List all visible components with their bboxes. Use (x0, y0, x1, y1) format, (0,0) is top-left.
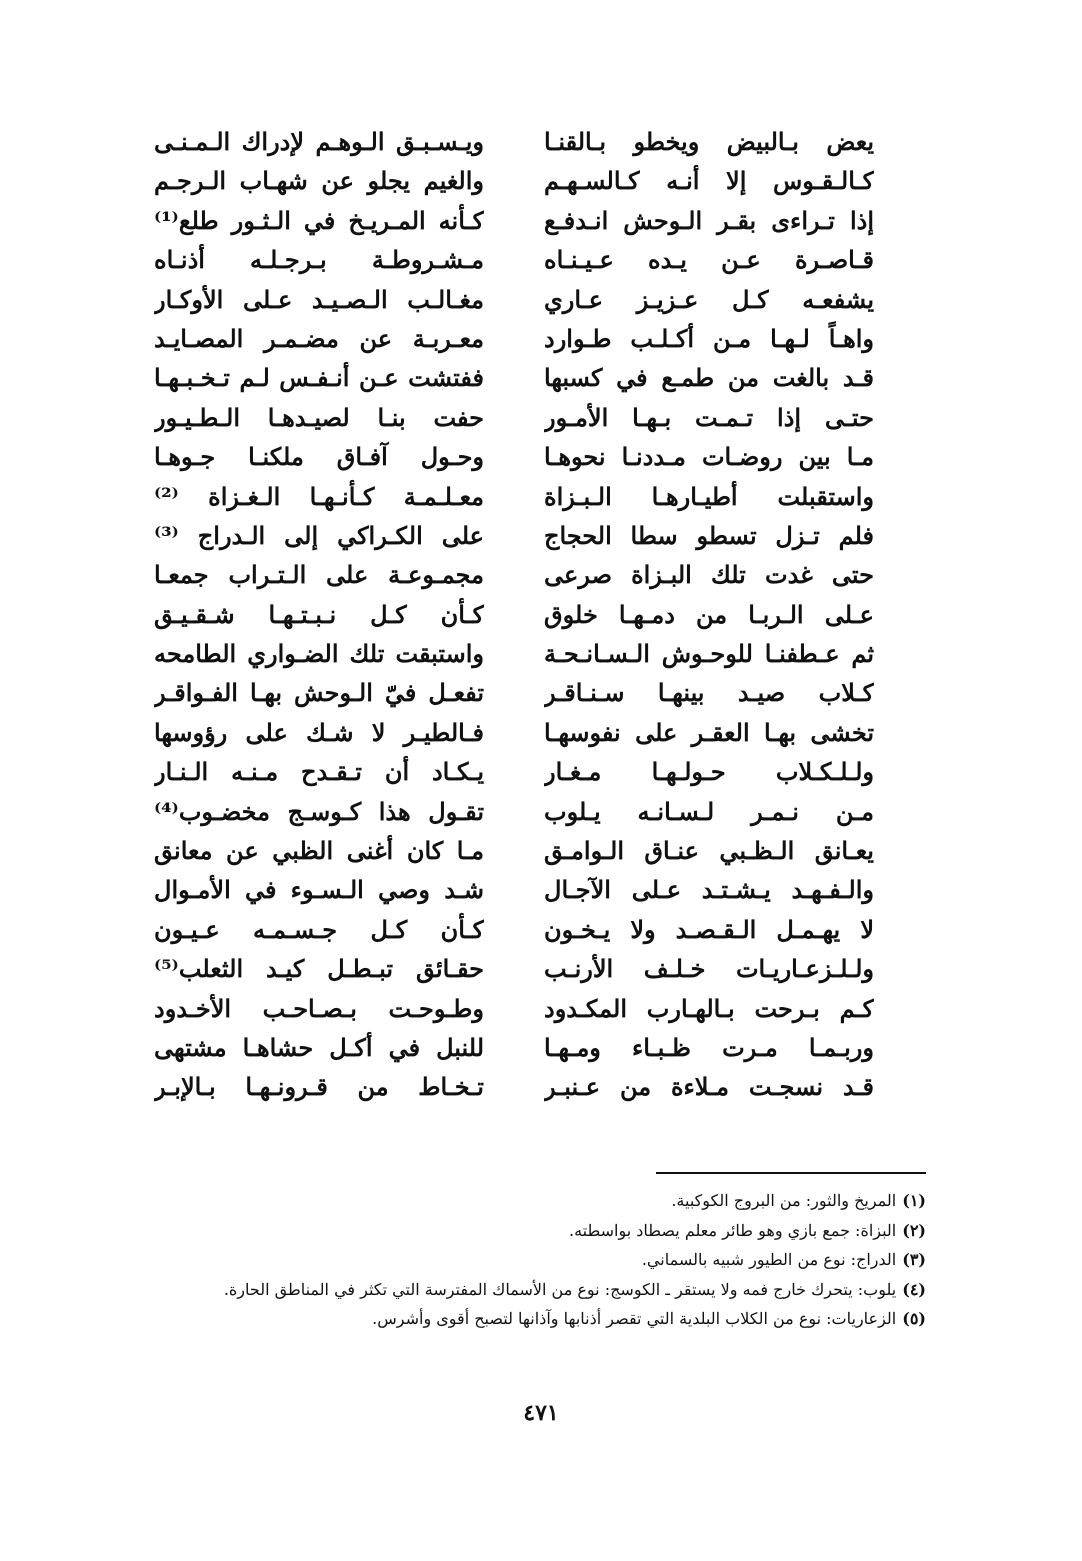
verse-line: وربـمـا مـرت ظـبـاء ومـهـا (544, 1032, 874, 1062)
verse-line: تخشى بهـا العقـر على نفوسهـا (544, 717, 874, 747)
verse-line: والـفـهـد يـشـتـد عـلى الآجـال (544, 875, 874, 905)
verse-line: إذا تـراءى بقـر الـوحش انـدفـع (544, 205, 874, 235)
page-number: ٤٧١ (523, 1400, 559, 1426)
footnote-item (96, 1304, 926, 1334)
verse-line: والغيم يجلو عن شهـاب الـرجـم (154, 166, 484, 196)
verse-line: ففتشت عـن أنـفـس لـم تـخـبـهـا (154, 363, 484, 393)
verse-line: حقـائق تبـطـل كيـد الثعلب⁽⁵⁾ (154, 954, 484, 984)
verse-line: مجمـوعـة على الـتـراب جمعـا (154, 560, 484, 590)
verse-line: مغـالـب الـصـيـد عـلى الأوكـار (154, 284, 484, 314)
verse-line: مـن نـمـر لـسـانـه يـلوب (544, 796, 874, 826)
verse-line: مـا بين روضـات مـددنـا نحوهـا (544, 442, 874, 472)
verse-line: مـا كان أغنى الظبي عن معانق (154, 836, 484, 866)
verse-line: وحـول آفـاق ملكنـا جـوهـا (154, 442, 484, 472)
verse-line: شـد وصي الـسـوء في الأمـوال (154, 875, 484, 905)
verse-line: ثم عـطفنـا للوحـوش الـسـانـحـة (544, 639, 874, 669)
verse-line: تقـول هذا كـوسـج مخضـوب⁽⁴⁾ (154, 796, 484, 826)
verse-line: حفت بنـا لصيـدهـا الـطـيـور (154, 402, 484, 432)
verse-line: كـأن كـل نـبـتـهـا شـقـيـق (154, 599, 484, 629)
verse-line: حتـى إذا تـمـت بـهـا الأمـور (544, 402, 874, 432)
verse-line: وطـوحـت بـصـاحـب الأخـدود (154, 993, 484, 1023)
footnotes (96, 1186, 926, 1334)
footnote-item (96, 1245, 926, 1275)
verse-line: كـم بـرحت بـالهـارب المكـدود (544, 993, 874, 1023)
verse-line: واستبقت تلك الضـواري الطامحه (154, 639, 484, 669)
footnote-number: (٥) (902, 1309, 926, 1328)
verse-line: فلم تـزل تسطو سطا الحجاج (544, 520, 874, 550)
footnote-number: (٣) (902, 1250, 926, 1269)
verse-line: مـشـروطـة بـرجـلـه أذنـاه (154, 245, 484, 275)
footnote-item (96, 1216, 926, 1246)
verse-line: يعـانق الـظـبي عنـاق الـوامـق (544, 836, 874, 866)
verse-line: واهـاً لـهـا مـن أكـلـب طـوارد (544, 323, 874, 353)
verse-line: معـلـمـة كـأنـهـا الـغـزاة ⁽²⁾ (154, 481, 484, 511)
verse-line: يعض بـالبيض ويخطو بـالقنـا (544, 127, 874, 156)
verse-line: حتى غدت تلك البـزاة صرعى (544, 560, 874, 590)
verse-line: كـأنه المـريـخ في الـثـور طلع⁽¹⁾ (154, 205, 484, 235)
footnote-text: الزعاريات: نوع من الكلاب البلدية التي تقصر أذنابها وآذانها لتصبح أقوى وأشرس. (372, 1309, 897, 1328)
verse-line: قـد بالغت من طمـع في كسبها (544, 363, 874, 393)
footnote-item (96, 1275, 926, 1305)
verse-line: واستقبلت أطيـارهـا الـبـزاة (544, 481, 874, 511)
verse-line: كـأن كـل جـسـمـه عـيـون (154, 914, 484, 944)
verse-line: يـكـاد أن تـقـدح مـنـه الـنـار (154, 757, 484, 787)
footnote-text: الدراج: نوع من الطيور شبيه بالسماني. (641, 1250, 897, 1269)
verse-line: للنبل في أكـل حشاهـا مشتهى (154, 1032, 484, 1062)
footnote-number: (١) (902, 1191, 926, 1210)
footnote-number: (٢) (902, 1220, 926, 1240)
poem-right-column (544, 122, 874, 1107)
verse-line: كـالـقـوس إلا أنـه كـالسـهـم (544, 166, 874, 196)
verse-line: ويـسـبـق الـوهـم لإدراك الـمـنـى (154, 127, 484, 156)
poem-left-column (154, 122, 484, 1107)
verse-line: معـربـة عن مضـمـر المصـايـد (154, 323, 484, 353)
verse-line: ولـلـزعـاريـات خـلـف الأرنـب (544, 954, 874, 984)
footnote-text: البزاة: جمع بازي وهو طائر معلم يصطاد بواسطته. (569, 1220, 897, 1240)
verse-line: يشفعـه كـل عـزيـز عـاري (544, 284, 874, 314)
verse-line: فـالطيـر لا شـك على رؤوسها (154, 717, 484, 747)
verse-line: لا يهـمـل الـقـصـد ولا يـخـون (544, 914, 874, 944)
verse-line: كـلاب صيـد بينهـا سـنـاقـر (544, 678, 874, 708)
verse-line: قـاصـرة عـن يـده عـيـنـاه (544, 245, 874, 275)
verse-line: تفعـل فيّ الـوحش بهـا الفـواقـر (154, 678, 484, 708)
footnote-text: المريخ والثور: من البروج الكوكبية. (671, 1191, 897, 1210)
verse-line: ولـلـكـلاب حـولـهـا مـغـار (544, 757, 874, 787)
verse-line: عـلى الـربـا من دمـهـا خلوق (544, 599, 874, 629)
verse-line: تـخـاط من قـرونـهـا بـالإبـر (154, 1072, 484, 1102)
verse-line: قـد نسجـت مـلاءة من عـنبـر (544, 1072, 874, 1102)
verse-line: على الكـراكي إلى الـدراج ⁽³⁾ (154, 520, 484, 550)
footnote-number: (٤) (902, 1279, 926, 1299)
footnote-text: يلوب: يتحرك خارج فمه ولا يستقر ـ الكوسج: نوع من الأسماك المفترسة التي تكثر في المناطق الحارة. (223, 1279, 897, 1299)
footnote-item (96, 1186, 926, 1216)
footnote-divider (656, 1172, 926, 1174)
